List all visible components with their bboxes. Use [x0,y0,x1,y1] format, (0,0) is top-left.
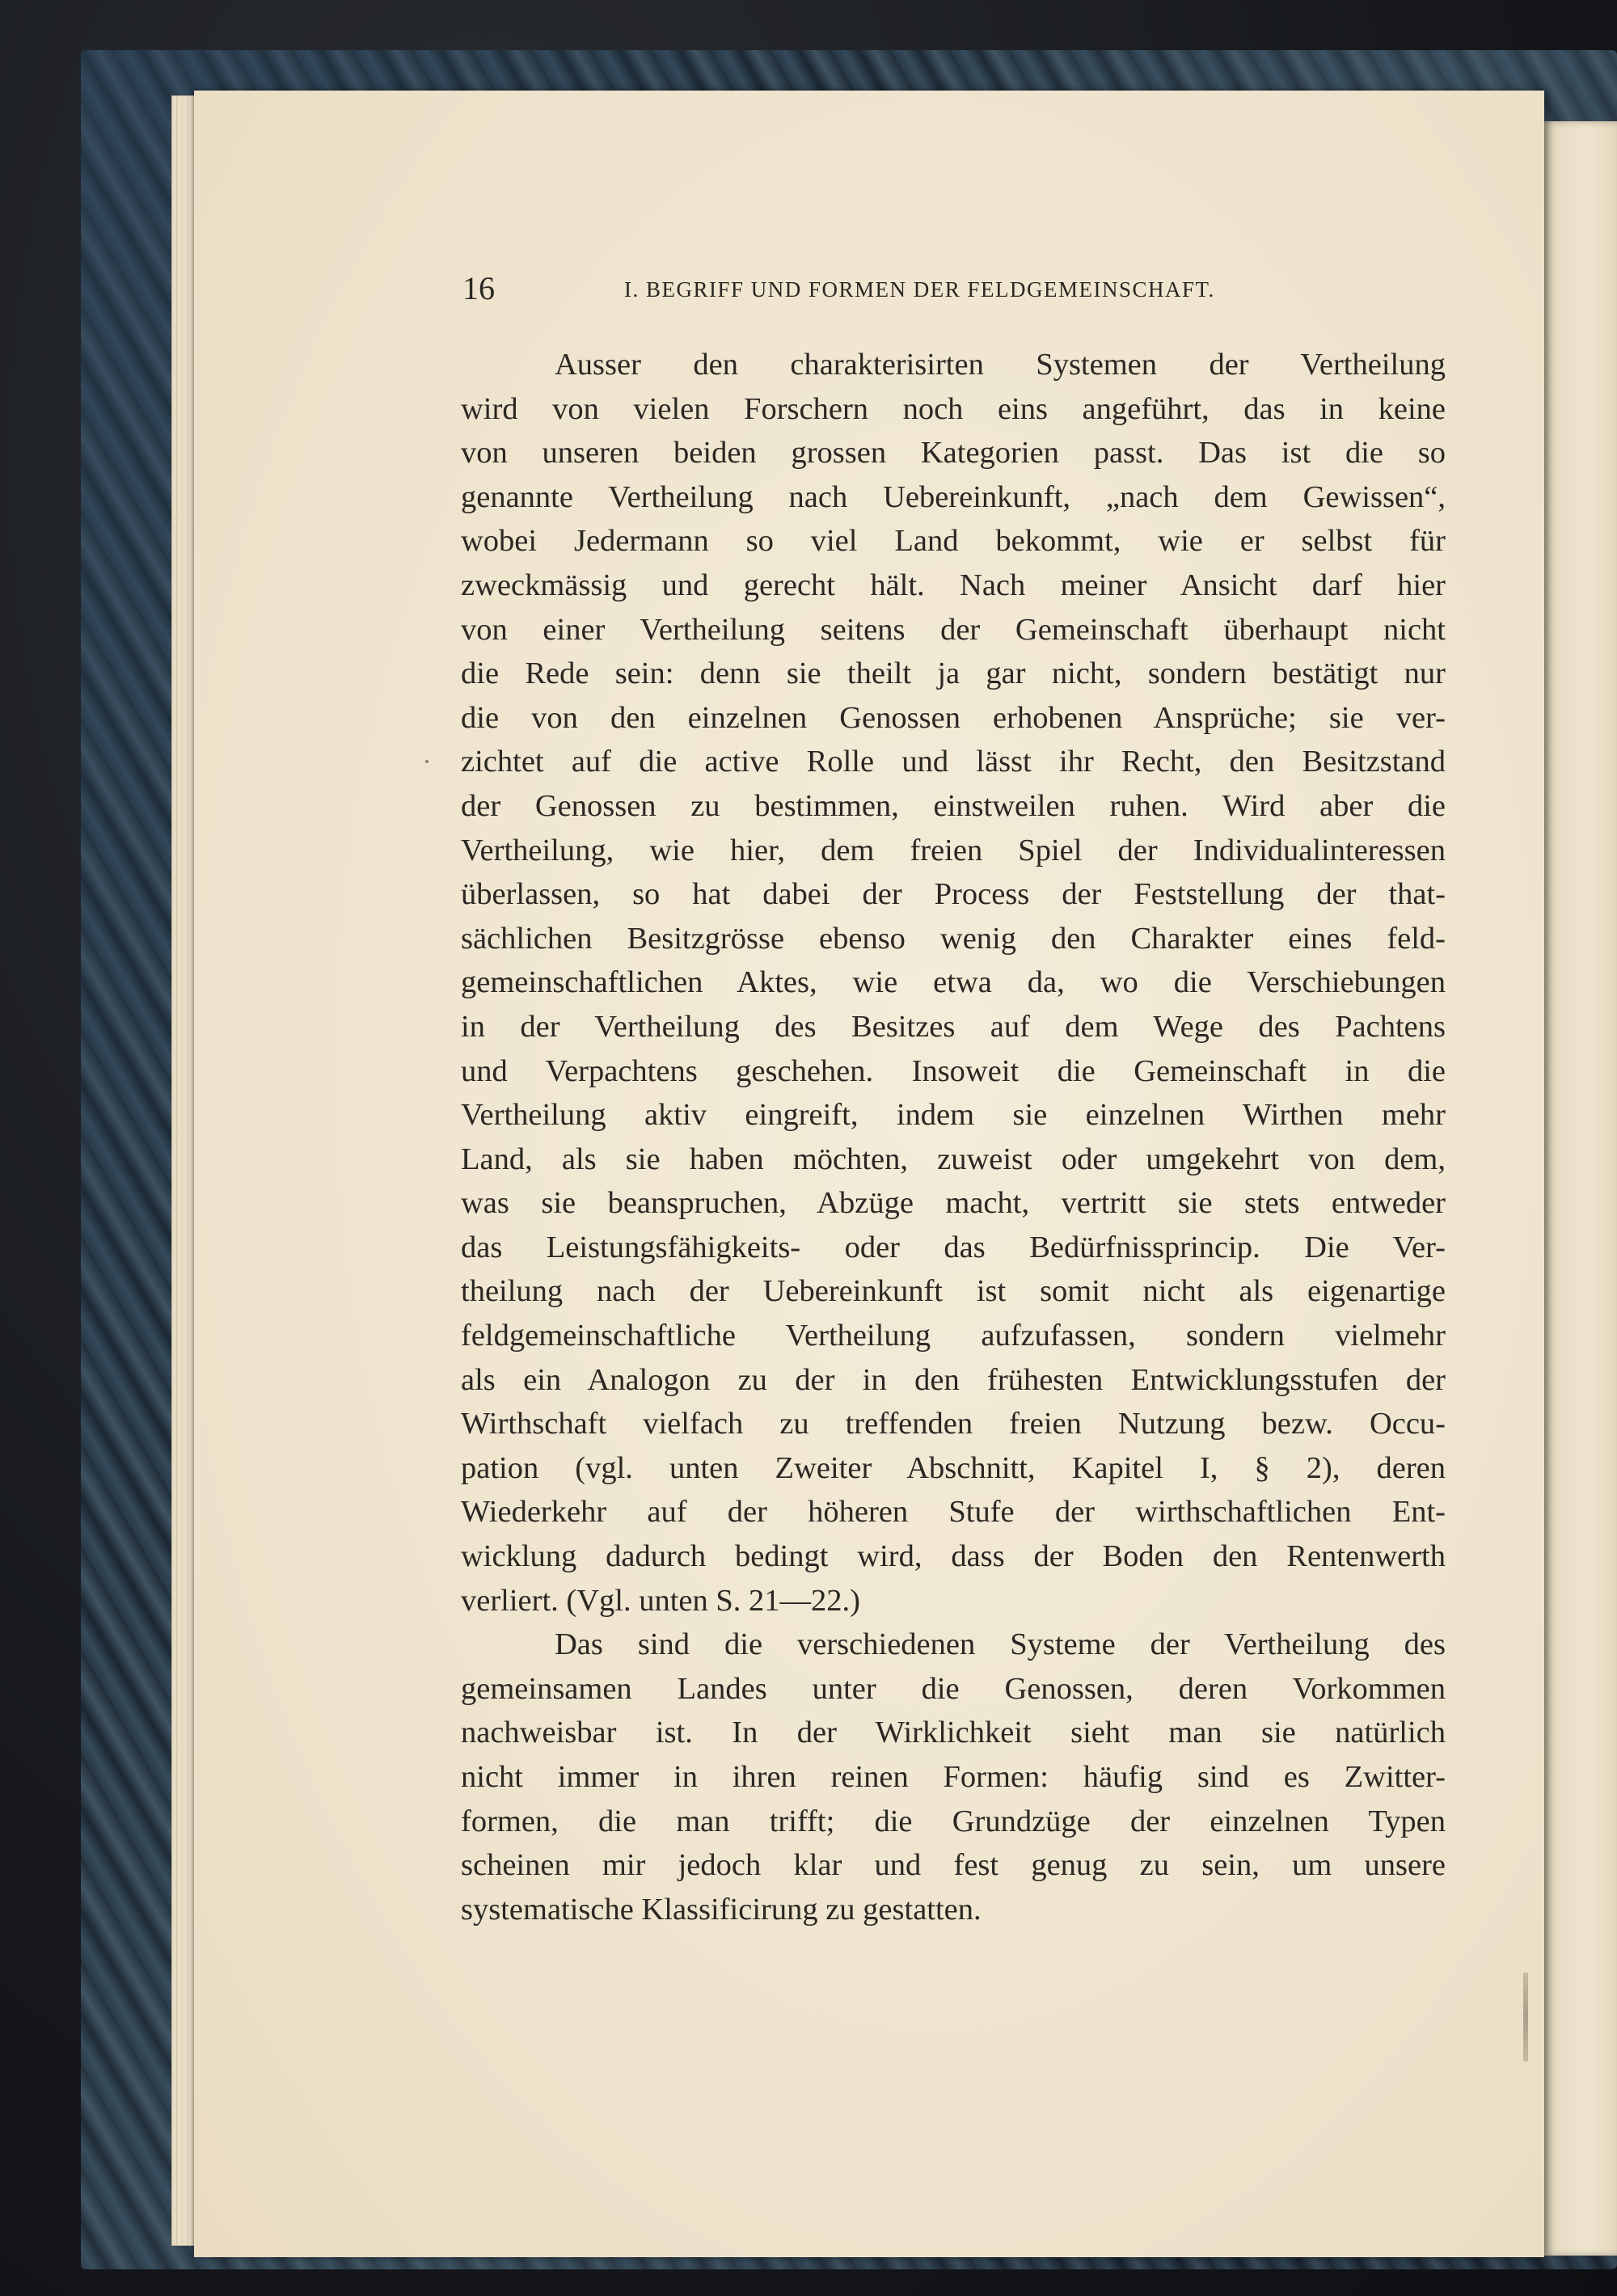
running-head: I. BEGRIFF UND FORMEN DER FELDGEMEINSCHAFT. [624,277,1215,302]
body-text [461,343,1446,1931]
next-page-edge [1540,121,1617,2256]
text-line: nachweisbar ist. In der Wirklichkeit sieht man sie natürlich [461,1716,1446,1750]
text-line: die Rede sein: denn sie theilt ja gar nicht, sondern bestätigt nur [461,656,1446,691]
text-line: genannte Vertheilung nach Uebereinkunft, „nach dem Gewissen“, [461,479,1446,514]
text-line: als ein Analogon zu der in den frühesten Entwicklungsstufen der [461,1362,1446,1397]
text-line: überlassen, so hat dabei der Process der Feststellung der that- [461,877,1446,912]
text-line: pation (vgl. unten Zweiter Abschnitt, Kapitel I, § 2), deren [461,1450,1446,1485]
page-header [462,268,1433,309]
text-line: zweckmässig und gerecht hält. Nach meiner Ansicht darf hier [461,568,1446,602]
page-clip-mark [1523,1973,1528,2062]
text-line: das Leistungsfähigkeits- oder das Bedürfnissprincip. Die Ver- [461,1230,1446,1264]
text-line: in der Vertheilung des Besitzes auf dem Wege des Pachtens [461,1009,1446,1044]
text-line: theilung nach der Uebereinkunft ist somit nicht als eigenartige [461,1274,1446,1309]
text-line: systematische Klassificirung zu gestatten. [461,1892,982,1927]
text-line: zichtet auf die active Rolle und lässt ihr Recht, den Besitzstand [461,745,1446,779]
text-line: scheinen mir jedoch klar und fest genug zu sein, um unsere [461,1848,1446,1883]
text-line: gemeinschaftlichen Aktes, wie etwa da, wo die Verschiebungen [461,965,1446,1000]
text-line: verliert. (Vgl. unten S. 21—22.) [461,1583,860,1618]
text-line: Ausser den charakterisirten Systemen der Vertheilung [555,348,1446,382]
text-line: die von den einzelnen Genossen erhobenen Ansprüche; sie ver- [461,700,1446,735]
text-line: wicklung dadurch bedingt wird, dass der Boden den Rentenwerth [461,1539,1446,1574]
text-line: wobei Jedermann so viel Land bekommt, wie er selbst für [461,524,1446,559]
text-line: gemeinsamen Landes unter die Genossen, deren Vorkommen [461,1671,1446,1706]
text-line: Vertheilung, wie hier, dem freien Spiel der Individualinteressen [461,833,1446,867]
text-line: der Genossen zu bestimmen, einstweilen ruhen. Wird aber die [461,788,1446,823]
text-line: von einer Vertheilung seitens der Gemeinschaft überhaupt nicht [461,612,1446,647]
text-line: formen, die man trifft; die Grundzüge der einzelnen Typen [461,1804,1446,1838]
text-line: Wirthschaft vielfach zu treffenden freien Nutzung bezw. Occu- [461,1407,1446,1441]
text-line: Land, als sie haben möchten, zuweist oder umgekehrt von dem, [461,1142,1446,1176]
text-line: nicht immer in ihren reinen Formen: häufig sind es Zwitter- [461,1760,1446,1794]
page-number: 16 [462,270,495,306]
text-line: sächlichen Besitzgrösse ebenso wenig den Charakter eines feld- [461,921,1446,956]
text-line: feldgemeinschaftliche Vertheilung aufzufassen, sondern vielmehr [461,1319,1446,1353]
text-line: Vertheilung aktiv eingreift, indem sie einzelnen Wirthen mehr [461,1098,1446,1133]
text-line: und Verpachtens geschehen. Insoweit die Gemeinschaft in die [461,1053,1446,1088]
text-line: Das sind die verschiedenen Systeme der Vertheilung des [555,1627,1446,1662]
stray-ink-mark [425,760,429,763]
text-line: von unseren beiden grossen Kategorien passt. Das ist die so [461,436,1446,471]
text-line: Wiederkehr auf der höheren Stufe der wirthschaftlichen Ent- [461,1495,1446,1530]
text-line: was sie beanspruchen, Abzüge macht, vertritt sie stets entweder [461,1186,1446,1221]
text-line: wird von vielen Forschern noch eins angeführt, das in keine [461,391,1446,426]
